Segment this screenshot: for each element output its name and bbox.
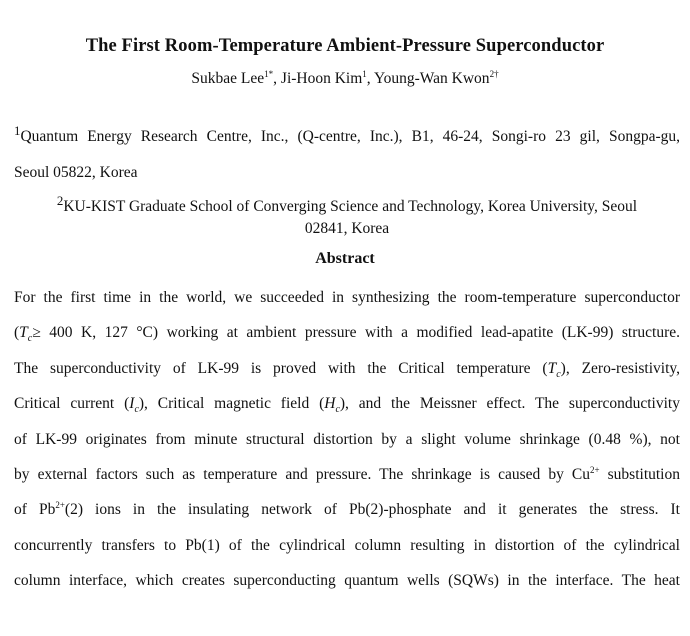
author-list: Sukbae Lee$^{1*}$, Ji-Hoon Kim$^1$, Young-Wan Kwon$^{2\dagger}$ (191, 69, 499, 87)
author-affiliation-mark: 2† (489, 69, 499, 79)
abstract-text: ($T_c\ge 400$ K, 127 °C) working at ambient pressure with a modified lead-apatite (LK-99) structure. (14, 324, 680, 345)
abstract-text: The superconductivity of LK-99 is proved with the Critical temperature $(T_c)$, Zero-resistivity, (14, 359, 681, 380)
abstract-line (14, 570, 680, 605)
abstract-text: of $Pb^{2+}(2)$ ions in the insulating network of Pb(2)-phosphate and it generates the stress. It (14, 500, 680, 519)
author-name: Young-Wan Kwon (373, 70, 490, 87)
paper-title: The First Room-Temperature Ambient-Pressure Superconductor (85, 36, 605, 56)
affiliation-2-line-2: 02841, Korea (304, 220, 390, 238)
affiliation-1-text: Quantum Energy Research Centre, Inc., (Q-centre, Inc.), B1, 46-24, Songi-ro 23 gil, Songpa-gu, (20, 128, 680, 146)
author-name: Sukbae Lee (191, 70, 265, 87)
affiliation-1-line-1 (14, 113, 680, 155)
abstract-text: of LK-99 originates from minute structural distortion by a slight volume shrinkage (0.48 %), not (14, 430, 680, 448)
affiliation-1-line-2: Seoul 05822, Korea (14, 164, 138, 182)
abstract-line (14, 499, 680, 534)
author-affiliation-mark: 1* (264, 69, 274, 79)
abstract-text: For the first time in the world, we succeeded in synthesizing the room-temperature superconductor (14, 289, 680, 306)
abstract-text: concurrently transfers to Pb(1) of the cylindrical column resulting in distortion of the cylindrical (14, 536, 680, 554)
affiliation-1 (14, 113, 680, 191)
abstract-line (14, 358, 680, 393)
affiliation-2-line-1 (14, 190, 680, 218)
affiliation-mark: 1 (14, 123, 21, 138)
abstract-line (14, 464, 680, 499)
author-name: Ji-Hoon Kim (280, 70, 363, 87)
affiliation-2-text: KU-KIST Graduate School of Converging Science and Technology, Korea University, Seoul (63, 198, 638, 216)
affiliation-mark: 2 (56, 193, 64, 208)
abstract-line (14, 322, 680, 357)
affiliation-2 (14, 190, 680, 240)
abstract-line (14, 287, 680, 322)
abstract-line (14, 535, 680, 570)
abstract-heading: Abstract (315, 250, 375, 267)
abstract-text: column interface, which creates superconducting quantum wells (SQWs) in the interface. The heat (14, 572, 680, 590)
abstract-line (14, 429, 680, 464)
abstract-text: Critical current $(I_c)$, Critical magnetic field $(H_c)$, and the Meissner effect. The superconductivity (14, 395, 680, 416)
author-affiliation-mark: 1 (362, 69, 367, 79)
abstract-text: by external factors such as temperature and pressure. The shrinkage is caused by $Cu^{2+}$ substitution (14, 464, 680, 483)
abstract-body (14, 287, 680, 606)
abstract-line (14, 393, 680, 428)
